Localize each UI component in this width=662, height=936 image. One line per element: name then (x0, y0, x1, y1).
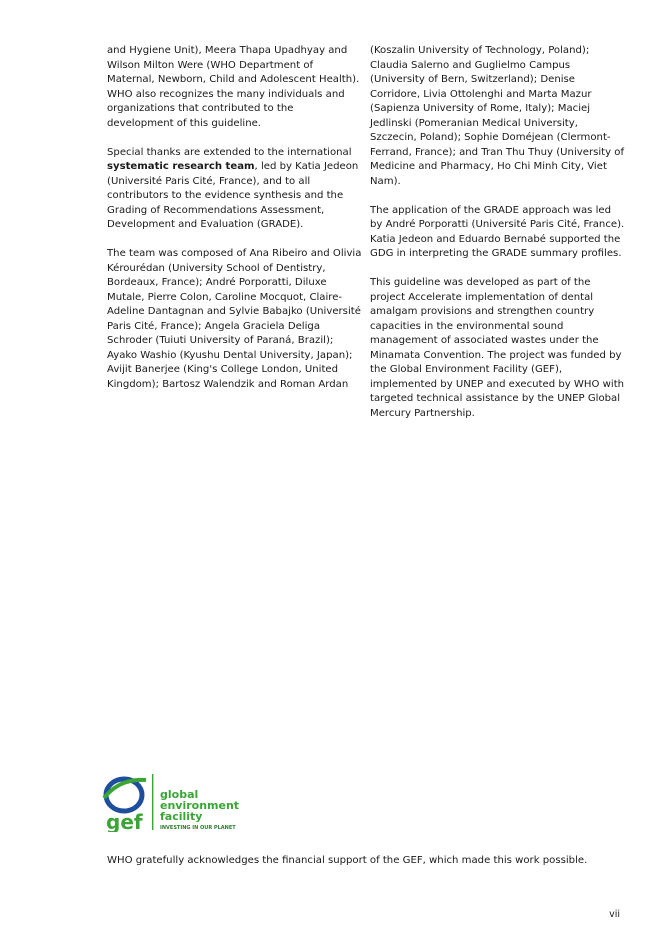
logo-line-1: global (160, 788, 199, 801)
gef-logo (102, 772, 242, 832)
page-number: vii (609, 909, 620, 920)
paragraph (107, 146, 363, 233)
paragraph: (Koszalin University of Technology, Poland); Claudia Salerno and Guglielmo Campus (University of Bern, Switzerland); Denise Corridore, Livia Ottolenghi and Marta Mazur (Sapienza University of Rome, Italy); Maciej Jedlinski (Pomeranian Medical University, Szczecin, Poland); Sophie Doméjean (Clermont-Ferrand, France); and Tran Thu Thuy (University of Medicine and Pharmacy, Ho Chi Minh City, Viet Nam). (370, 45, 625, 187)
right-column (370, 44, 626, 436)
bold-text: systematic research team (107, 161, 255, 172)
funding-acknowledgement: WHO gratefully acknowledges the financial support of the GEF, which made this work possible. (107, 855, 588, 866)
text-run: Special thanks are extended to the international (107, 146, 352, 158)
logo-mark: gef (106, 810, 143, 832)
paragraph: This guideline was developed as part of the project Accelerate implementation of dental amalgam provisions and strengthen country capacities in the environmental sound management of associated wastes under the Minamata Convention. The project was funded by the Global Environment Facility (GEF), implemented by UNEP and executed by WHO with targeted technical assistance by the UNEP Global Mercury Partnership. (370, 277, 625, 419)
left-column (107, 44, 363, 407)
logo-divider (152, 774, 153, 830)
logo-line-2: environment (160, 799, 240, 812)
logo-line-3: facility (160, 810, 203, 823)
text-run: , led by Katia Jedeon (Université Paris Cité, France), and to all contributors to the evidence synthesis and the Grading of Recommendations Assessment, Development and Evaluation (GRADE). (107, 161, 359, 230)
paragraph: The application of the GRADE approach was led by André Porporatti (Université Paris Cité, France). Katia Jedeon and Eduardo Bernabé supported the GDG in interpreting the GRADE summary profiles. (370, 204, 625, 259)
logo-tagline: INVESTING IN OUR PLANET (160, 825, 236, 831)
paragraph: and Hygiene Unit), Meera Thapa Upadhyay and Wilson Milton Were (WHO Department of Maternal, Newborn, Child and Adolescent Health). WHO also recognizes the many individuals and organizations that contributed to the development of this guideline. (107, 45, 360, 129)
paragraph: The team was composed of Ana Ribeiro and Olivia Kérourédan (University School of Dentistry, Bordeaux, France); André Porporatti, Diluxe Mutale, Pierre Colon, Caroline Mocquot, Claire-Adeline Dantagnan and Sylvie Babajko (Université Paris Cité, France); Angela Graciela Deliga Schroder (Tuiuti University of Paraná, Brazil); Ayako Washio (Kyushu Dental University, Japan); Avijit Banerjee (King's College London, United Kingdom); Bartosz Walendzik and Roman Ardan (107, 248, 362, 390)
